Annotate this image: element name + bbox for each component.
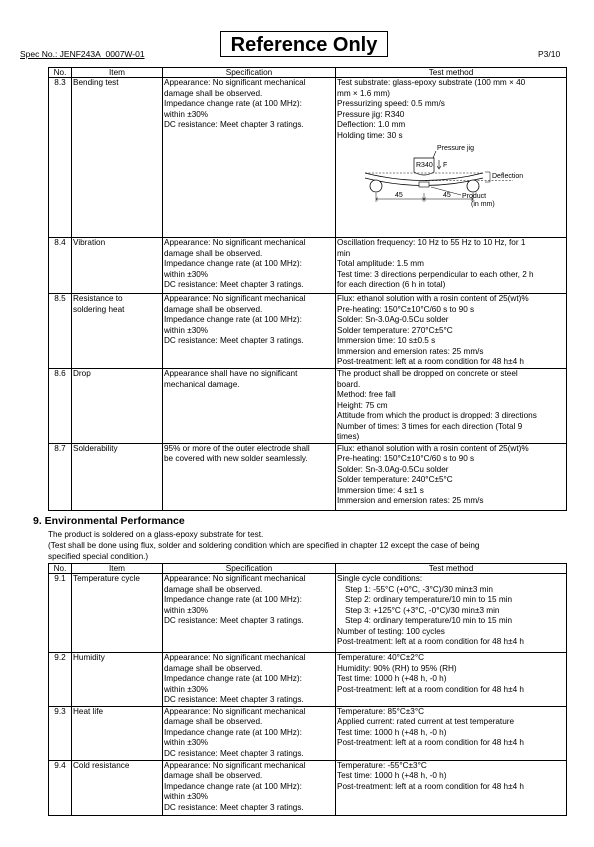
span-label-right: 45 — [443, 192, 451, 199]
force-label: F — [443, 162, 448, 169]
specification — [163, 574, 336, 653]
specification-line: DC resistance: Meet chapter 3 ratings. — [164, 616, 304, 625]
specification-line: within ±30% — [164, 325, 209, 335]
test-method-line: Post-treatment: left at a room condition for 48 h±4 h — [337, 637, 524, 646]
specification-line: Impedance change rate (at 100 MHz): — [164, 595, 302, 604]
test-method-line: times) — [337, 432, 360, 441]
specification-line: within ±30% — [164, 684, 209, 694]
test-method-line: Post-treatment: left at a room condition for 48 h±4 h — [337, 781, 524, 791]
row-number: 8.5 — [49, 294, 72, 369]
section-note-line: (Test shall be done using flux, solder and soldering condition which are specified in chapter 12 except the case of being — [48, 541, 480, 550]
table-row — [49, 294, 567, 369]
test-method-line: mm × 1.6 mm) — [337, 88, 390, 98]
row-number: 9.4 — [49, 760, 72, 815]
col-header-no: No. — [49, 68, 72, 78]
specification-line: Appearance: No significant mechanical — [164, 706, 306, 716]
test-method-line: for each direction (6 h in total) — [337, 280, 446, 289]
row-number: 8.6 — [49, 369, 72, 444]
test-method-line: Post-treatment: left at a room condition for 48 h±4 h — [337, 738, 524, 747]
test-method-line: Immersion time: 4 s±1 s — [337, 485, 424, 495]
test-item — [72, 653, 163, 707]
test-method-line: Immersion time: 10 s±0.5 s — [337, 336, 436, 345]
row-number: 8.7 — [49, 443, 72, 510]
specification-line: Appearance: No significant mechanical — [164, 78, 306, 87]
force-arrow-icon — [437, 160, 441, 169]
col-header-item: Item — [72, 564, 163, 574]
test-method-line: Temperature: -55°C±3°C — [337, 760, 427, 770]
specification-line: Impedance change rate (at 100 MHz): — [164, 781, 302, 791]
test-item — [72, 706, 163, 760]
test-method — [336, 653, 567, 707]
specification — [163, 760, 336, 815]
row-number: 8.3 — [49, 78, 72, 238]
row-number: 9.1 — [49, 574, 72, 653]
specification — [163, 443, 336, 510]
test-method-line: Temperature: 85°C±3°C — [337, 706, 425, 716]
specification-line: DC resistance: Meet chapter 3 ratings. — [164, 748, 304, 758]
specification-line: within ±30% — [164, 738, 209, 747]
table-row — [49, 369, 567, 444]
test-method-line: Pre-heating: 150°C±10°C/60 s to 90 s — [337, 454, 475, 463]
test-item-line: Drop — [73, 369, 91, 378]
test-method-line: Solder: Sn-3.0Ag-0.5Cu solder — [337, 464, 449, 474]
test-method-line: Total amplitude: 1.5 mm — [337, 259, 424, 268]
test-method-line: Solder temperature: 270°C±5°C — [337, 325, 453, 335]
test-method-line: Number of testing: 100 cycles — [337, 626, 445, 636]
section-intro: The product is soldered on a glass-epoxy substrate for test. — [48, 530, 264, 539]
specification-line: Appearance: No significant mechanical — [164, 294, 306, 303]
support-right — [467, 180, 479, 192]
test-item-line: Cold resistance — [73, 760, 130, 770]
specification-line: 95% or more of the outer electrode shall — [164, 443, 310, 453]
test-method-line: Oscillation frequency: 10 Hz to 55 Hz to 10 Hz, for 1 — [337, 238, 526, 247]
table-row — [49, 238, 567, 294]
specification-line: within ±30% — [164, 792, 209, 801]
section-note — [48, 541, 479, 562]
test-method-line: Height: 75 cm — [337, 400, 388, 410]
mechanical-test-table — [48, 67, 567, 511]
deflection-label: Deflection — [492, 173, 524, 180]
test-method-line: Method: free fall — [337, 390, 396, 399]
test-method — [336, 369, 567, 444]
specification — [163, 294, 336, 369]
test-method — [336, 706, 567, 760]
test-item-line: soldering heat — [73, 304, 125, 314]
specification-line: Appearance: No significant mechanical — [164, 238, 306, 247]
test-method-line: Flux: ethanol solution with a rosin content of 25(wt)% — [337, 443, 529, 453]
specification-line: Impedance change rate (at 100 MHz): — [164, 315, 302, 324]
table-row — [49, 574, 567, 653]
specification-line: Impedance change rate (at 100 MHz): — [164, 99, 302, 108]
test-method-line: Single cycle conditions: — [337, 574, 423, 583]
test-method-line: Deflection: 1.0 mm — [337, 120, 406, 129]
col-header-method: Test method — [336, 564, 567, 574]
section-title: 9. Environmental Performance — [33, 515, 185, 527]
test-item-line: Solderability — [73, 443, 118, 453]
specification-line: Impedance change rate (at 100 MHz): — [164, 259, 302, 268]
test-method-line: Test substrate: glass-epoxy substrate (100 mm × 40 — [337, 78, 526, 87]
test-method-line: Attitude from which the product is dropped: 3 directions — [337, 411, 537, 420]
row-number: 9.3 — [49, 706, 72, 760]
test-method-line: Step 4: ordinary temperature/10 min to 15 min — [345, 616, 513, 625]
test-method-line: Step 3: +125°C (+3°C, -0°C)/30 min±3 min — [345, 605, 500, 615]
specification-line: damage shall be observed. — [164, 88, 263, 98]
test-method-line: Test time: 1000 h (+48 h, -0 h) — [337, 727, 447, 737]
page-number: P3/10 — [538, 49, 561, 59]
test-method — [336, 78, 567, 238]
support-left — [370, 180, 382, 192]
pressure-jig-label: Pressure jig — [437, 145, 474, 152]
specification-line: damage shall be observed. — [164, 248, 263, 258]
test-method-line: Holding time: 30 s — [337, 130, 403, 140]
test-method-line: Applied current: rated current at test temperature — [337, 717, 515, 726]
specification-line: DC resistance: Meet chapter 3 ratings. — [164, 802, 304, 812]
row-number: 9.2 — [49, 653, 72, 707]
test-item — [72, 369, 163, 444]
specification-line: DC resistance: Meet chapter 3 ratings. — [164, 695, 304, 704]
span-label-left: 45 — [395, 192, 403, 199]
test-item — [72, 443, 163, 510]
test-method — [336, 574, 567, 653]
test-item — [72, 78, 163, 238]
test-method — [336, 238, 567, 294]
row-number: 8.4 — [49, 238, 72, 294]
table-row — [49, 443, 567, 510]
leader-line — [433, 151, 436, 158]
test-method-line: Pressure jig: R340 — [337, 109, 405, 119]
reference-only-stamp: Reference Only — [220, 31, 388, 57]
r340-label: R340 — [416, 162, 433, 169]
test-method-line: Immersion and emersion rates: 25 mm/s — [337, 346, 484, 356]
test-method — [336, 443, 567, 510]
test-method-line: board. — [337, 379, 361, 389]
specification-line: within ±30% — [164, 605, 209, 615]
test-method-line: Step 1: -55°C (+0°C, -3°C)/30 min±3 min — [345, 584, 493, 594]
specification — [163, 653, 336, 707]
table-row — [49, 78, 567, 238]
specification-line: DC resistance: Meet chapter 3 ratings. — [164, 120, 304, 129]
specification-line: mechanical damage. — [164, 379, 240, 389]
col-header-method: Test method — [336, 68, 567, 78]
environmental-test-table — [48, 563, 567, 816]
test-item-line: Vibration — [73, 238, 106, 247]
test-method-line: Humidity: 90% (RH) to 95% (RH) — [337, 663, 457, 673]
unit-label: (in mm) — [471, 201, 495, 208]
spec-number: Spec No.: JENF243A_0007W-01 — [20, 49, 145, 59]
specification-line: DC resistance: Meet chapter 3 ratings. — [164, 280, 304, 289]
test-method-line: Immersion and emersion rates: 25 mm/s — [337, 496, 484, 505]
specification-line: Appearance: No significant mechanical — [164, 574, 306, 583]
specification-line: damage shall be observed. — [164, 584, 263, 594]
product-label: Product — [462, 193, 487, 200]
col-header-item: Item — [72, 68, 163, 78]
test-method-line: Solder: Sn-3.0Ag-0.5Cu solder — [337, 315, 449, 324]
test-item — [72, 294, 163, 369]
specification-line: damage shall be observed. — [164, 304, 263, 314]
test-method-line: Number of times: 3 times for each direction (Total 9 — [337, 421, 523, 431]
col-header-no: No. — [49, 564, 72, 574]
test-item-line: Temperature cycle — [73, 574, 140, 583]
test-method — [336, 760, 567, 815]
test-method-line: Step 2: ordinary temperature/10 min to 15 min — [345, 595, 513, 604]
table-row — [49, 653, 567, 707]
specification-line: be covered with new solder seamlessly. — [164, 454, 308, 463]
test-method-line: Flux: ethanol solution with a rosin content of 25(wt)% — [337, 294, 529, 303]
test-item-line: Heat life — [73, 706, 104, 716]
test-item-line: Resistance to — [73, 294, 123, 303]
specification-line: Appearance shall have no significant — [164, 369, 298, 378]
product-shape — [419, 182, 429, 187]
test-method-line: Solder temperature: 240°C±5°C — [337, 475, 453, 484]
test-method-line: The product shall be dropped on concrete or steel — [337, 369, 518, 378]
col-header-spec: Specification — [163, 564, 336, 574]
specification-line: damage shall be observed. — [164, 663, 263, 673]
specification-line: Impedance change rate (at 100 MHz): — [164, 674, 302, 683]
table-row — [49, 706, 567, 760]
table-row — [49, 760, 567, 815]
test-method-line: Pre-heating: 150°C±10°C/60 s to 90 s — [337, 304, 475, 314]
test-method-line: min — [337, 248, 351, 258]
specification-line: within ±30% — [164, 109, 209, 119]
col-header-spec: Specification — [163, 68, 336, 78]
specification — [163, 78, 336, 238]
section-note-line: specified special condition.) — [48, 551, 149, 561]
specification-line: Appearance: No significant mechanical — [164, 760, 306, 770]
test-method-line: Pressurizing speed: 0.5 mm/s — [337, 99, 445, 108]
test-item-line: Bending test — [73, 78, 119, 87]
specification-line: Appearance: No significant mechanical — [164, 653, 306, 662]
test-method-line: Test time: 1000 h (+48 h, -0 h) — [337, 674, 447, 683]
test-method — [336, 294, 567, 369]
test-item — [72, 238, 163, 294]
test-method-line: Temperature: 40°C±2°C — [337, 653, 425, 662]
specification-line: Impedance change rate (at 100 MHz): — [164, 727, 302, 737]
test-method-line: Post-treatment: left at a room condition for 48 h±4 h — [337, 357, 524, 366]
test-item-line: Humidity — [73, 653, 105, 662]
test-item — [72, 760, 163, 815]
bending-test-diagram — [363, 142, 553, 218]
specification-line: damage shall be observed. — [164, 771, 263, 780]
specification — [163, 369, 336, 444]
specification-line: DC resistance: Meet chapter 3 ratings. — [164, 336, 304, 345]
specification — [163, 706, 336, 760]
test-method-line: Test time: 3 directions perpendicular to each other, 2 h — [337, 269, 534, 279]
test-method-line: Post-treatment: left at a room condition for 48 h±4 h — [337, 684, 524, 694]
test-method-line: Test time: 1000 h (+48 h, -0 h) — [337, 771, 447, 780]
specification — [163, 238, 336, 294]
specification-line: damage shall be observed. — [164, 717, 263, 726]
specification-line: within ±30% — [164, 269, 209, 279]
test-item — [72, 574, 163, 653]
